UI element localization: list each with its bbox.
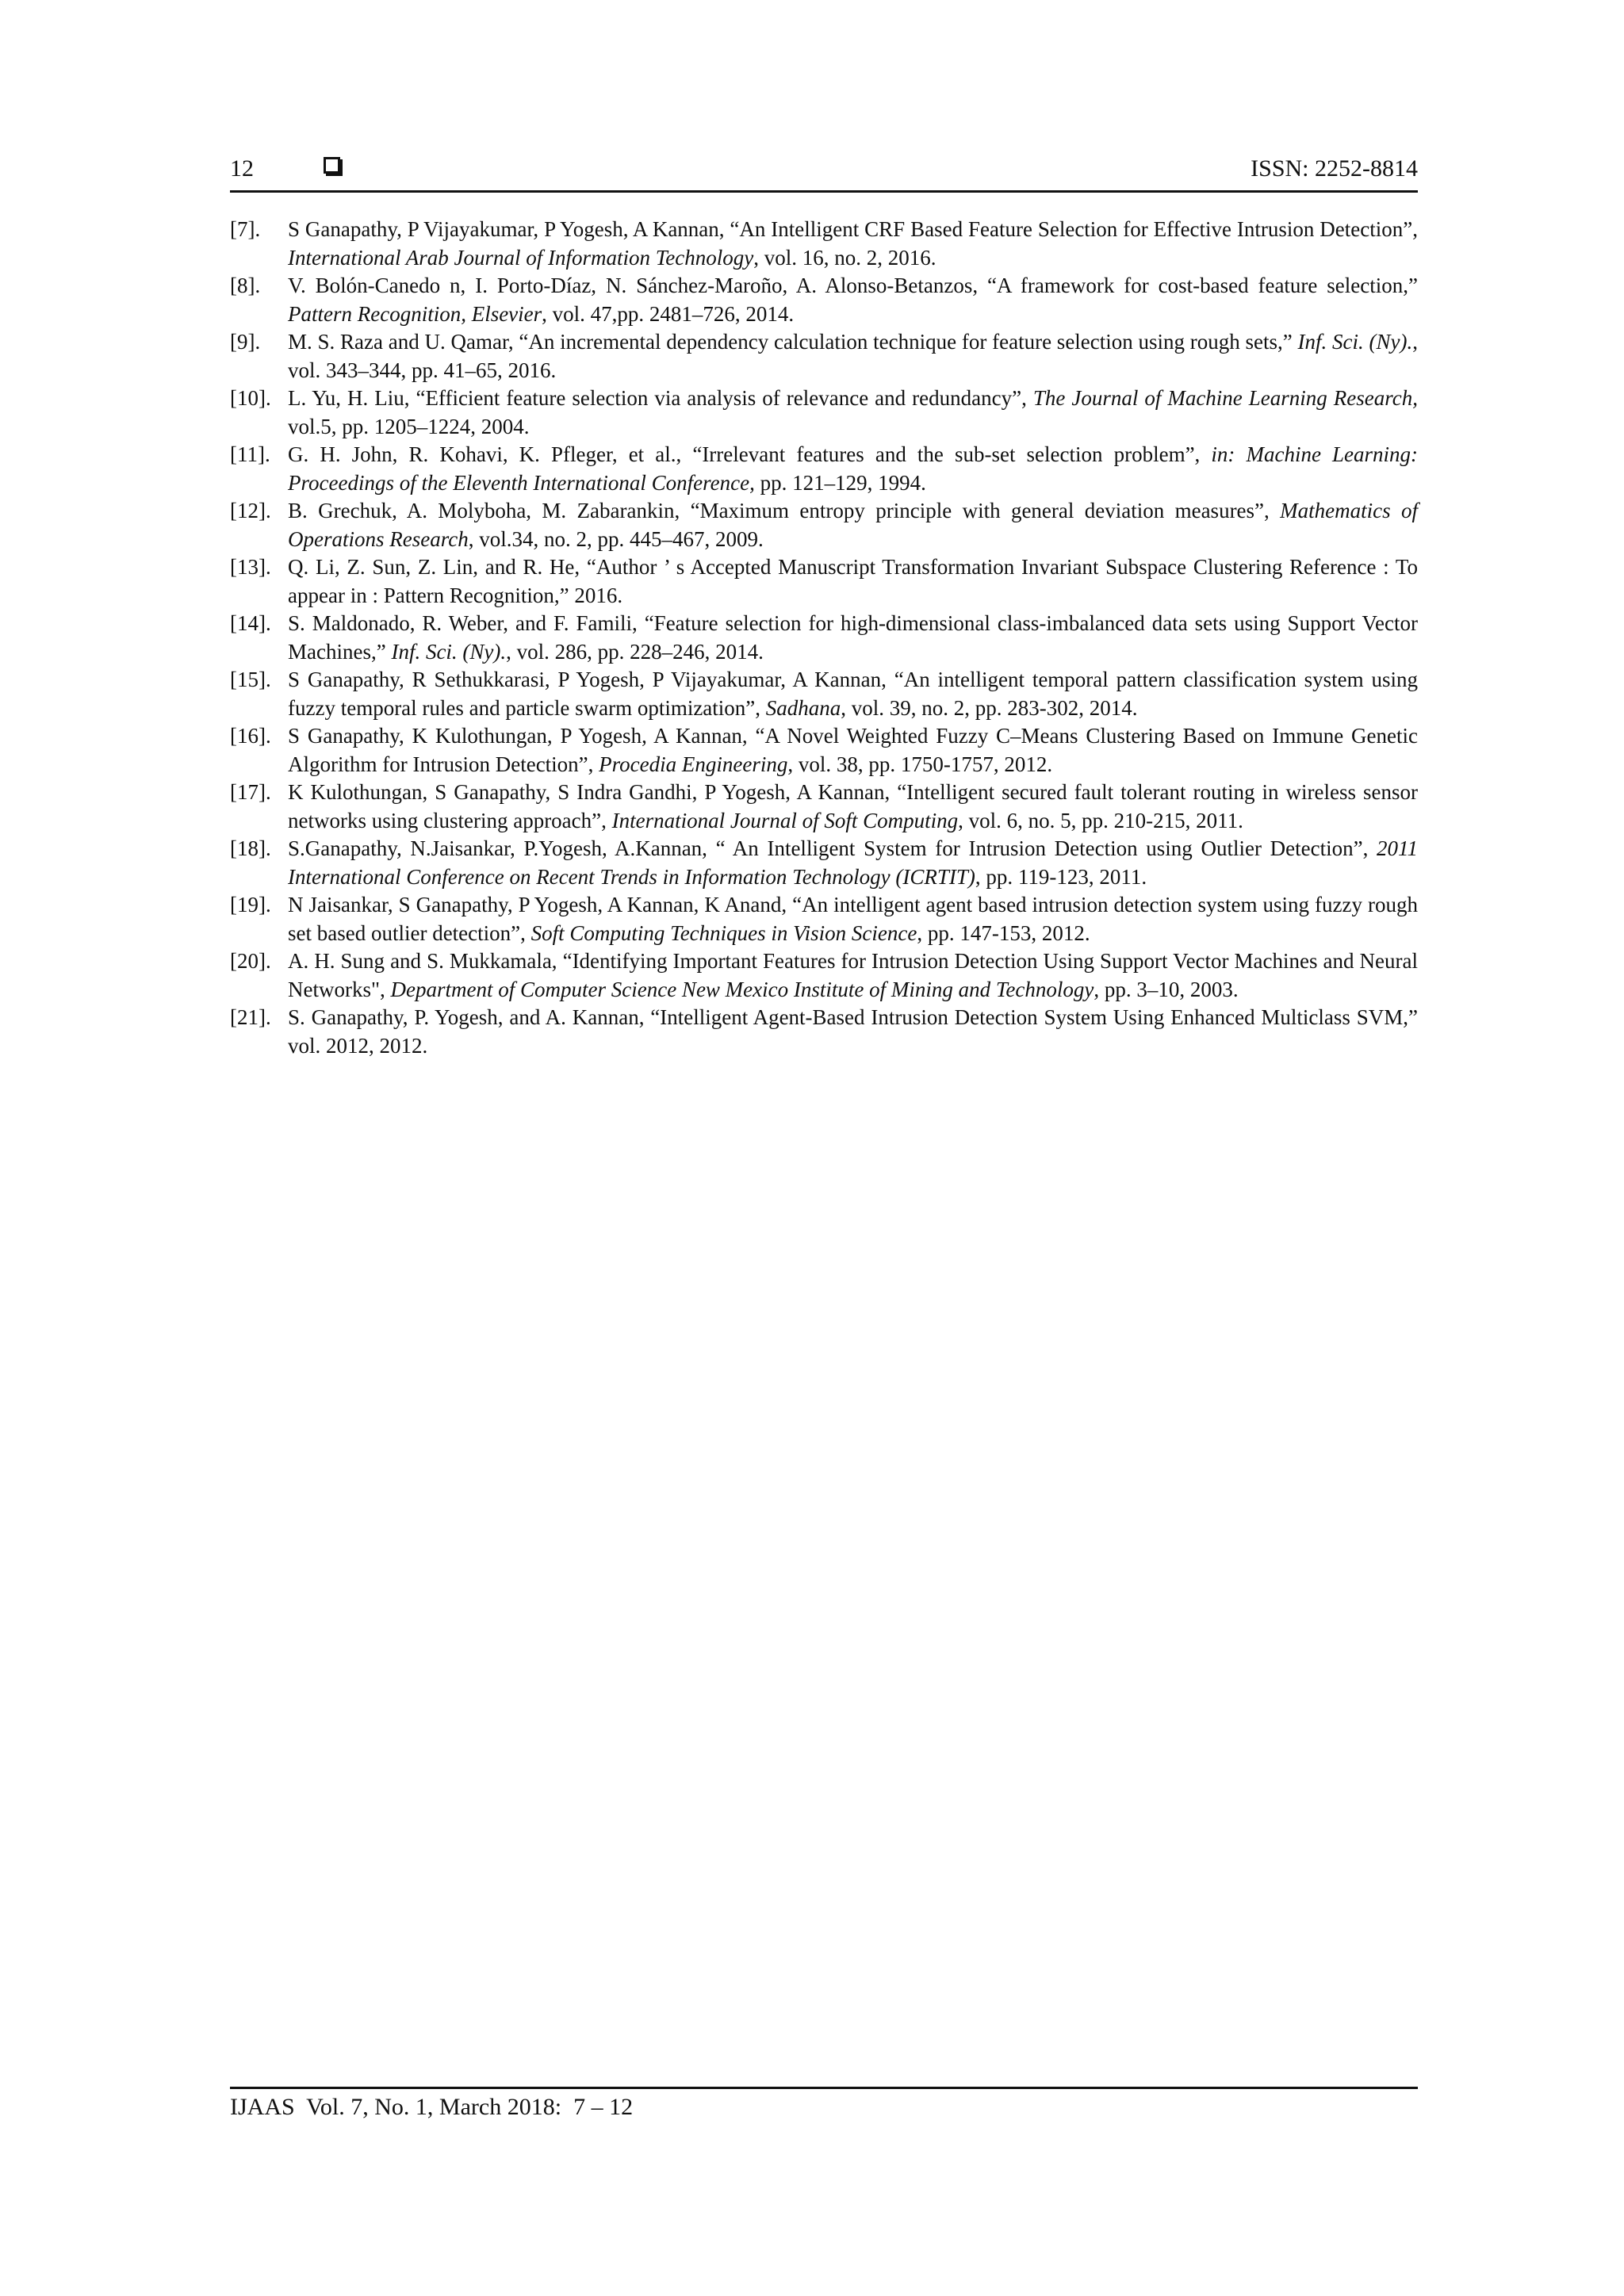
reference-text <box>288 722 1418 779</box>
reference-text <box>288 779 1418 835</box>
reference-venue: Sadhana <box>765 695 841 720</box>
reference-item <box>230 722 1418 779</box>
reference-segment: S. Ganapathy, P. Yogesh, and A. Kannan, “Intelligent Agent-Based Intrusion Detection System Using Enhanced Multiclass SVM,” vol. 2012, 2012. <box>288 1005 1418 1058</box>
reference-text <box>288 835 1418 891</box>
reference-item <box>230 272 1418 328</box>
reference-number: [19]. <box>230 893 271 916</box>
reference-text <box>288 328 1418 385</box>
reference-text <box>288 441 1418 497</box>
reference-segment: , vol. 47,pp. 2481–726, 2014. <box>542 301 795 326</box>
reference-text <box>288 610 1418 666</box>
reference-text <box>288 891 1418 947</box>
reference-number: [8]. <box>230 274 261 297</box>
reference-segment: , vol. 39, no. 2, pp. 283-302, 2014. <box>841 695 1138 720</box>
reference-number: [21]. <box>230 1005 271 1029</box>
reference-segment: S Ganapathy, R Sethukkarasi, P Yogesh, P Vijayakumar, A Kannan, “An intelligent temporal pattern classification system using fuzzy temporal rules and particle swarm optimization”, <box>288 668 1418 720</box>
reference-segment: N Jaisankar, S Ganapathy, P Yogesh, A Kannan, K Anand, “An intelligent agent based intrusion detection system using fuzzy rough set based outlier detection”, <box>288 893 1418 945</box>
reference-number: [16]. <box>230 724 271 748</box>
reference-item <box>230 891 1418 947</box>
reference-venue: Inf. Sci. (Ny). <box>391 639 507 664</box>
reference-segment: V. Bolón-Canedo n, I. Porto-Díaz, N. Sánchez-Maroño, A. Alonso-Betanzos, “A framework for cost-based feature selection,” <box>288 274 1418 297</box>
reference-text <box>288 1004 1418 1060</box>
reference-segment: , pp. 3–10, 2003. <box>1094 977 1239 1001</box>
reference-segment: , vol. 16, no. 2, 2016. <box>753 245 936 270</box>
reference-number: [20]. <box>230 949 271 973</box>
reference-segment: S Ganapathy, K Kulothungan, P Yogesh, A Kannan, “A Novel Weighted Fuzzy C–Means Clustering Based on Immune Genetic Algorithm for Intrusion Detection”, <box>288 724 1418 776</box>
reference-number: [12]. <box>230 499 271 522</box>
reference-list <box>230 216 1418 1060</box>
reference-venue: The Journal of Machine Learning Research, <box>1032 386 1419 410</box>
reference-segment: pp. 121–129, 1994. <box>754 470 926 495</box>
reference-venue: Procedia Engineering <box>599 752 788 776</box>
reference-number: [18]. <box>230 836 271 860</box>
reference-segment: Q. Li, Z. Sun, Z. Lin, and R. He, “Author ’ s Accepted Manuscript Transformation Invariant Subspace Clustering Reference : To appear in : Pattern Recognition,” 2016. <box>288 555 1418 607</box>
reference-text <box>288 666 1418 722</box>
reference-segment: M. S. Raza and U. Qamar, “An incremental dependency calculation technique for feature selection using rough sets,” <box>288 330 1298 354</box>
reference-segment: S. Maldonado, R. Weber, and F. Famili, “Feature selection for high-dimensional class-imbalanced data sets using Support Vector Machines,” <box>288 611 1418 664</box>
issn: ISSN: 2252-8814 <box>1251 155 1418 182</box>
reference-item <box>230 610 1418 666</box>
reference-venue: Inf. Sci. (Ny). <box>1297 330 1413 354</box>
page-number: 12 <box>230 155 254 182</box>
reference-number: [11]. <box>230 442 270 466</box>
reference-item <box>230 779 1418 835</box>
reference-segment: , vol. 286, pp. 228–246, 2014. <box>506 639 764 664</box>
reference-segment: , pp. 147-153, 2012. <box>917 920 1090 945</box>
reference-item <box>230 385 1418 441</box>
reference-text <box>288 947 1418 1004</box>
reference-segment: S Ganapathy, P Vijayakumar, P Yogesh, A Kannan, “An Intelligent CRF Based Feature Selection for Effective Intrusion Detection”, <box>288 217 1418 241</box>
reference-number: [14]. <box>230 611 271 635</box>
reference-item <box>230 497 1418 553</box>
reference-venue: Mathematics of Operations Research <box>288 499 1418 551</box>
reference-text <box>288 216 1418 272</box>
reference-item <box>230 441 1418 497</box>
reference-segment: K Kulothungan, S Ganapathy, S Indra Gandhi, P Yogesh, A Kannan, “Intelligent secured fault tolerant routing in wireless sensor networks using clustering approach”, <box>288 780 1418 832</box>
reference-segment: G. H. John, R. Kohavi, K. Pfleger, et al., “Irrelevant features and the sub-set selection problem”, <box>288 442 1212 466</box>
reference-item <box>230 666 1418 722</box>
reference-item <box>230 835 1418 891</box>
reference-venue: Pattern Recognition, Elsevier <box>288 301 542 326</box>
reference-number: [9]. <box>230 330 261 354</box>
reference-segment: , vol.34, no. 2, pp. 445–467, 2009. <box>468 526 764 551</box>
reference-number: [17]. <box>230 780 271 804</box>
reference-text <box>288 497 1418 553</box>
reference-venue: Department of Computer Science New Mexico Institute of Mining and Technology <box>390 977 1094 1001</box>
reference-text <box>288 272 1418 328</box>
reference-number: [7]. <box>230 217 261 241</box>
reference-text <box>288 553 1418 610</box>
reference-item <box>230 216 1418 272</box>
reference-segment: B. Grechuk, A. Molyboha, M. Zabarankin, “Maximum entropy principle with general deviation measures”, <box>288 499 1281 522</box>
reference-number: [15]. <box>230 668 271 691</box>
reference-segment: , vol. 38, pp. 1750-1757, 2012. <box>787 752 1053 776</box>
reference-segment: vol.5, pp. 1205–1224, 2004. <box>288 414 530 438</box>
reference-item <box>230 328 1418 385</box>
reference-venue: International Arab Journal of Information Technology <box>288 245 754 270</box>
page-footer <box>230 2087 1418 2120</box>
reference-item <box>230 947 1418 1004</box>
reference-item <box>230 1004 1418 1060</box>
reference-segment: , vol. 6, no. 5, pp. 210-215, 2011. <box>958 808 1243 832</box>
reference-segment: , vol. 343–344, pp. 41–65, 2016. <box>288 330 1418 382</box>
reference-venue: Soft Computing Techniques in Vision Science <box>530 920 917 945</box>
reference-item <box>230 553 1418 610</box>
box-icon <box>324 157 340 174</box>
reference-number: [13]. <box>230 555 271 579</box>
reference-segment: S.Ganapathy, N.Jaisankar, P.Yogesh, A.Kannan, “ An Intelligent System for Intrusion Detection using Outlier Detection”, <box>288 836 1377 860</box>
reference-venue: International Journal of Soft Computing <box>611 808 959 832</box>
reference-venue: 2011 International Conference on Recent Trends in Information Technology (ICRTIT) <box>288 836 1418 889</box>
reference-text <box>288 385 1418 441</box>
reference-venue: in: Machine Learning: Proceedings of the Eleventh International Conference, <box>288 442 1419 495</box>
reference-segment: L. Yu, H. Liu, “Efficient feature selection via analysis of relevance and redundancy”, <box>288 386 1033 410</box>
page-header <box>230 152 1418 193</box>
reference-number: [10]. <box>230 386 271 410</box>
reference-segment: , pp. 119-123, 2011. <box>975 864 1147 889</box>
reference-segment: A. H. Sung and S. Mukkamala, “Identifying Important Features for Intrusion Detection Using Support Vector Machines and Neural Networks", <box>288 949 1418 1001</box>
footer-citation: IJAAS Vol. 7, No. 1, March 2018: 7 – 12 <box>230 2094 634 2120</box>
